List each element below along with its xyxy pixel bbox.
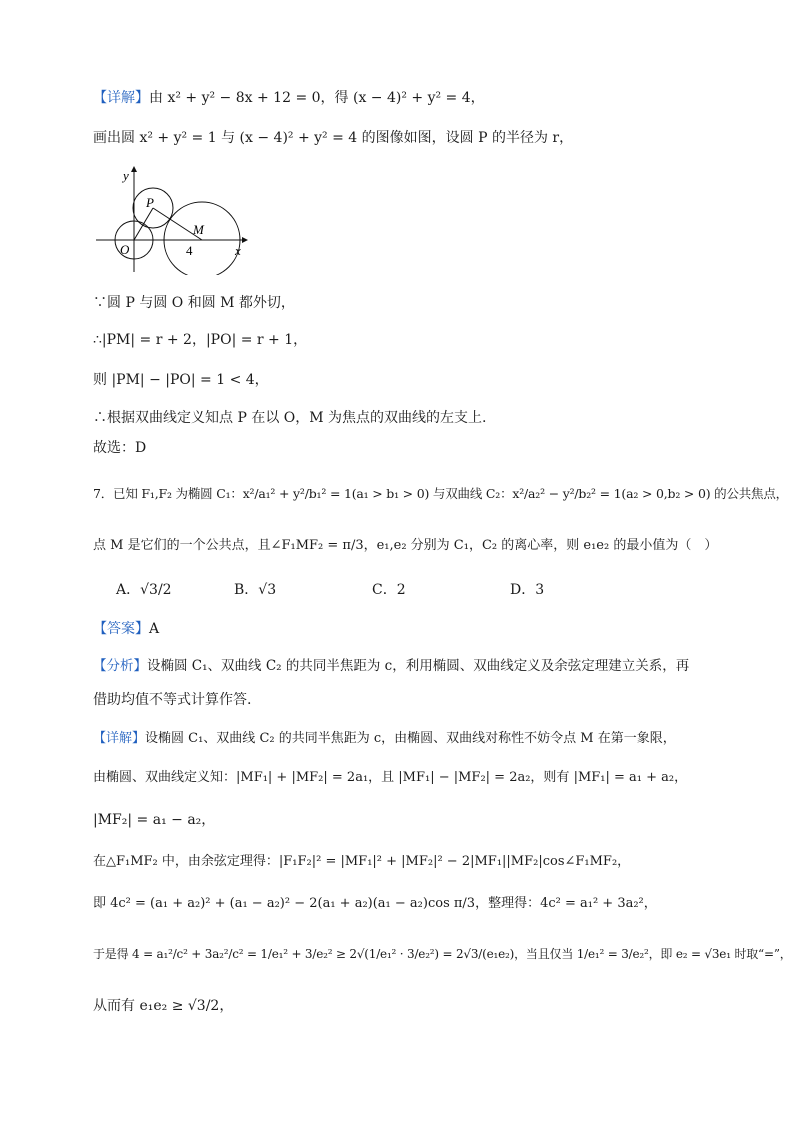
option-d xyxy=(510,580,544,600)
line-text: 则 |PM| − |PO| = 1 < 4， xyxy=(93,372,269,388)
x-axis-arrow-icon xyxy=(242,237,248,243)
text-line xyxy=(93,438,146,458)
section-tag: 【详解】 xyxy=(93,731,146,746)
line-text: ∵圆 P 与圆 O 和圆 M 都外切， xyxy=(93,295,295,311)
text-line xyxy=(93,852,630,872)
text-line xyxy=(93,996,233,1016)
text-line xyxy=(93,330,307,350)
line-text: 设椭圆 C₁、双曲线 C₂ 的共同半焦距为 c，由椭圆、双曲线对称性不妨令点 M 在第一象限， xyxy=(145,731,676,746)
line-text: 从而有 e₁e₂ ≥ √3/2， xyxy=(93,998,234,1014)
line-text: 由椭圆、双曲线定义知：|MF₁| + |MF₂| = 2a₁，且 |MF₁| − |MF₂| = 2a₂，则有 |MF₁| = a₁ + a₂， xyxy=(93,770,688,785)
line-text: 由 x² + y² − 8x + 12 = 0，得 (x − 4)² + y² = 4， xyxy=(149,90,485,106)
label-m: M xyxy=(193,222,204,237)
option-label: A． xyxy=(116,582,141,598)
label-p: P xyxy=(146,195,154,210)
option-value: 2 xyxy=(396,582,406,598)
text-line xyxy=(93,944,792,964)
line-text: A xyxy=(149,621,160,637)
option-value: √3/2 xyxy=(140,582,172,598)
label-y: y xyxy=(123,168,129,183)
line-text: ∴根据双曲线定义知点 P 在以 O，M 为焦点的双曲线的左支上. xyxy=(93,410,487,426)
line-text: 即 4c² = (a₁ + a₂)² + (a₁ − a₂)² − 2(a₁ + a₂)(a₁ − a₂)cos π/3，整理得：4c² = a₁² + 3a₂²， xyxy=(93,896,657,911)
circle-m xyxy=(164,202,240,275)
line-text: 在△F₁MF₂ 中，由余弦定理得：|F₁F₂|² = |MF₁|² + |MF₂|² − 2|MF₁||MF₂|cos∠F₁MF₂， xyxy=(93,854,631,869)
line-text: 画出圆 x² + y² = 1 与 (x − 4)² + y² = 4 的图像如图，设圆 P 的半径为 r， xyxy=(93,130,574,146)
label-o: O xyxy=(120,242,130,257)
text-line xyxy=(93,690,251,710)
line-text: 于是得 4 = a₁²/c² + 3a₂²/c² = 1/e₁² + 3/e₂² ≥ 2√(1/e₁² · 3/e₂²) = 2√3/(e₁e₂)，当且仅当 1/e₁² = 3/e₂²，即 e₂ = √3e₁ 时取“=”， xyxy=(93,947,792,961)
option-label: D． xyxy=(510,582,536,598)
option-label: B． xyxy=(234,582,259,598)
section-tag: 【详解】 xyxy=(93,90,149,106)
line-text: 设椭圆 C₁、双曲线 C₂ 的共同半焦距为 c，利用椭圆、双曲线定义及余弦定理建立关系，再 xyxy=(147,658,690,674)
solution-line xyxy=(93,729,676,749)
question-line xyxy=(93,484,788,504)
line-text: 7．已知 F₁,F₂ 为椭圆 C₁：x²/a₁² + y²/b₁² = 1(a₁ > b₁ > 0) 与双曲线 C₂：x²/a₂² − y²/b₂² = 1(a₂ > 0,b₂ > 0) 的公共焦点， xyxy=(93,486,788,501)
option-value: 3 xyxy=(535,582,545,598)
text-line xyxy=(93,894,657,914)
section-tag: 【分析】 xyxy=(93,658,147,674)
line-text: ∴|PM| = r + 2，|PO| = r + 1， xyxy=(93,332,308,348)
option-label: C． xyxy=(372,582,397,598)
answer-line xyxy=(93,619,159,639)
text-line xyxy=(93,408,486,428)
circle-diagram xyxy=(90,160,260,275)
label-x: x xyxy=(235,243,241,258)
section-tag: 【答案】 xyxy=(93,621,149,637)
text-line xyxy=(93,293,295,313)
option-c xyxy=(372,580,406,600)
analysis-line xyxy=(93,656,689,676)
text-line xyxy=(93,370,269,390)
line-text: 借助均值不等式计算作答. xyxy=(93,692,252,708)
line-text: 故选：D xyxy=(93,440,147,456)
text-line xyxy=(93,768,687,788)
label-4: 4 xyxy=(186,243,193,258)
y-axis-arrow-icon xyxy=(131,166,137,172)
text-line xyxy=(93,88,485,108)
segment-po xyxy=(134,208,153,240)
line-text: 点 M 是它们的一个公共点，且∠F₁MF₂ = π/3，e₁,e₂ 分别为 C₁，C₂ 的离心率，则 e₁e₂ 的最小值为（ ） xyxy=(93,538,718,553)
text-line xyxy=(93,128,573,148)
option-a xyxy=(116,580,172,600)
line-text: |MF₂| = a₁ − a₂， xyxy=(93,812,216,828)
option-value: √3 xyxy=(258,582,277,598)
text-line xyxy=(93,810,215,830)
question-line xyxy=(93,536,717,556)
option-b xyxy=(234,580,276,600)
